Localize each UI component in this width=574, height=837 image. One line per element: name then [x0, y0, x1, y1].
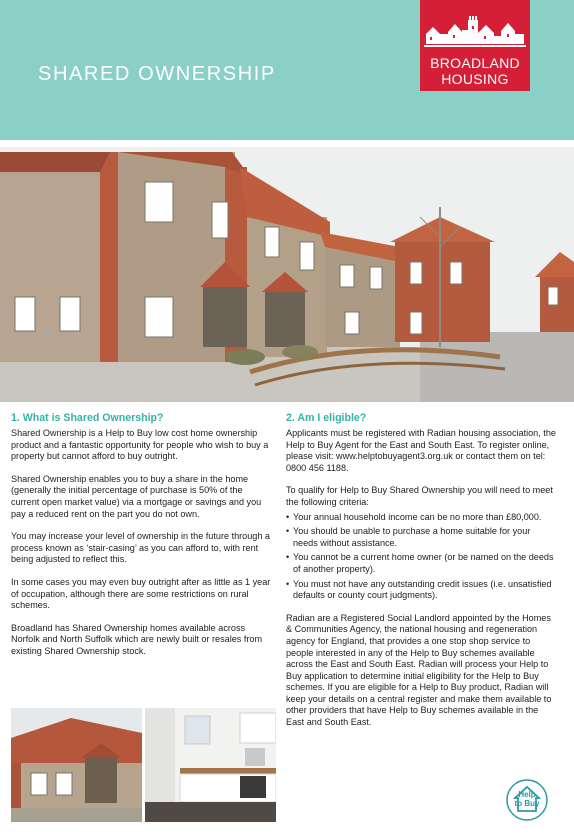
paragraph-criteria-intro: To qualify for Help to Buy Shared Ownership you will need to meet the following criteria:: [286, 485, 553, 507]
section-heading: 2. Am I eligible?: [286, 412, 367, 424]
criteria-list: [286, 512, 556, 602]
section-heading: 1. What is Shared Ownership?: [11, 412, 164, 424]
help-to-buy-label: to Buy: [514, 799, 540, 808]
logo-text-broadland: BROADLAND: [430, 55, 520, 71]
hero-photo-houses: [0, 147, 574, 402]
paragraph-intro: Applicants must be registered with Radian housing association, the Help to Buy Agent for the East and South East. To register online, please visit: www.helptobuyagent3.org.uk or contact them on tel: 0800 456 1188.: [286, 428, 556, 473]
page-title: SHARED OWNERSHIP: [38, 63, 276, 85]
section-am-i-eligible: [286, 412, 556, 740]
paragraph-radian: Radian are a Registered Social Landlord appointed by the Homes & Communities Agency, the national housing and regeneration agency for England, that provides a one stop shop service to people interested in any of the Help to Buy schemes available across the East and South East. Radian will process your Help to Buy application to determine initial eligibility for the Help to Buy schemes. If you are eligible for a Help to Buy product, Radian will keep your details on a central register and make them available to other providers that have Help to Buy schemes available in the East and South East.: [286, 612, 552, 728]
section-what-is-shared-ownership: [11, 412, 273, 669]
rooftops-icon: [420, 0, 530, 55]
paragraph: You may increase your level of ownership in the future through a process known as ‘stair-casing’ as you can afford to, with rent being adjusted to reflect this.: [11, 531, 270, 565]
list-item: • You must not have any outstanding credit issues (i.e. unsatisfied defaults or county court judgments).: [286, 579, 556, 602]
paragraph: Broadland has Shared Ownership homes available across Norfolk and North Suffolk which are newly built or resales from existing Shared Ownership stock.: [11, 622, 263, 656]
paragraph: Shared Ownership enables you to buy a share in the home (generally the initial percentage of purchase is 50% of the current open market value) via a mortgage or savings and you pay a reduced rent on the part you do not own.: [11, 473, 262, 519]
list-item: • You cannot be a current home owner (or be named on the deeds of another property).: [286, 552, 556, 575]
paragraph: Shared Ownership is a Help to Buy low cost home ownership product and a fantastic opportunity for people who wish to buy a property but cannot afford to buy outright.: [11, 428, 269, 462]
help-to-buy-label: Help: [518, 790, 536, 799]
list-item: • You should be unable to purchase a home suitable for your needs without assistance.: [286, 526, 556, 549]
list-item: • Your annual household income can be no more than £80,000.: [286, 512, 556, 524]
paragraph: In some cases you may even buy outright after as little as 1 year of occupation, although there are some restrictions on rural schemes.: [11, 576, 271, 611]
photo-bungalow-exterior: [11, 708, 142, 822]
broadland-housing-logo: [420, 0, 530, 91]
logo-text-housing: HOUSING: [441, 71, 509, 87]
photo-kitchen-interior: [145, 708, 276, 822]
